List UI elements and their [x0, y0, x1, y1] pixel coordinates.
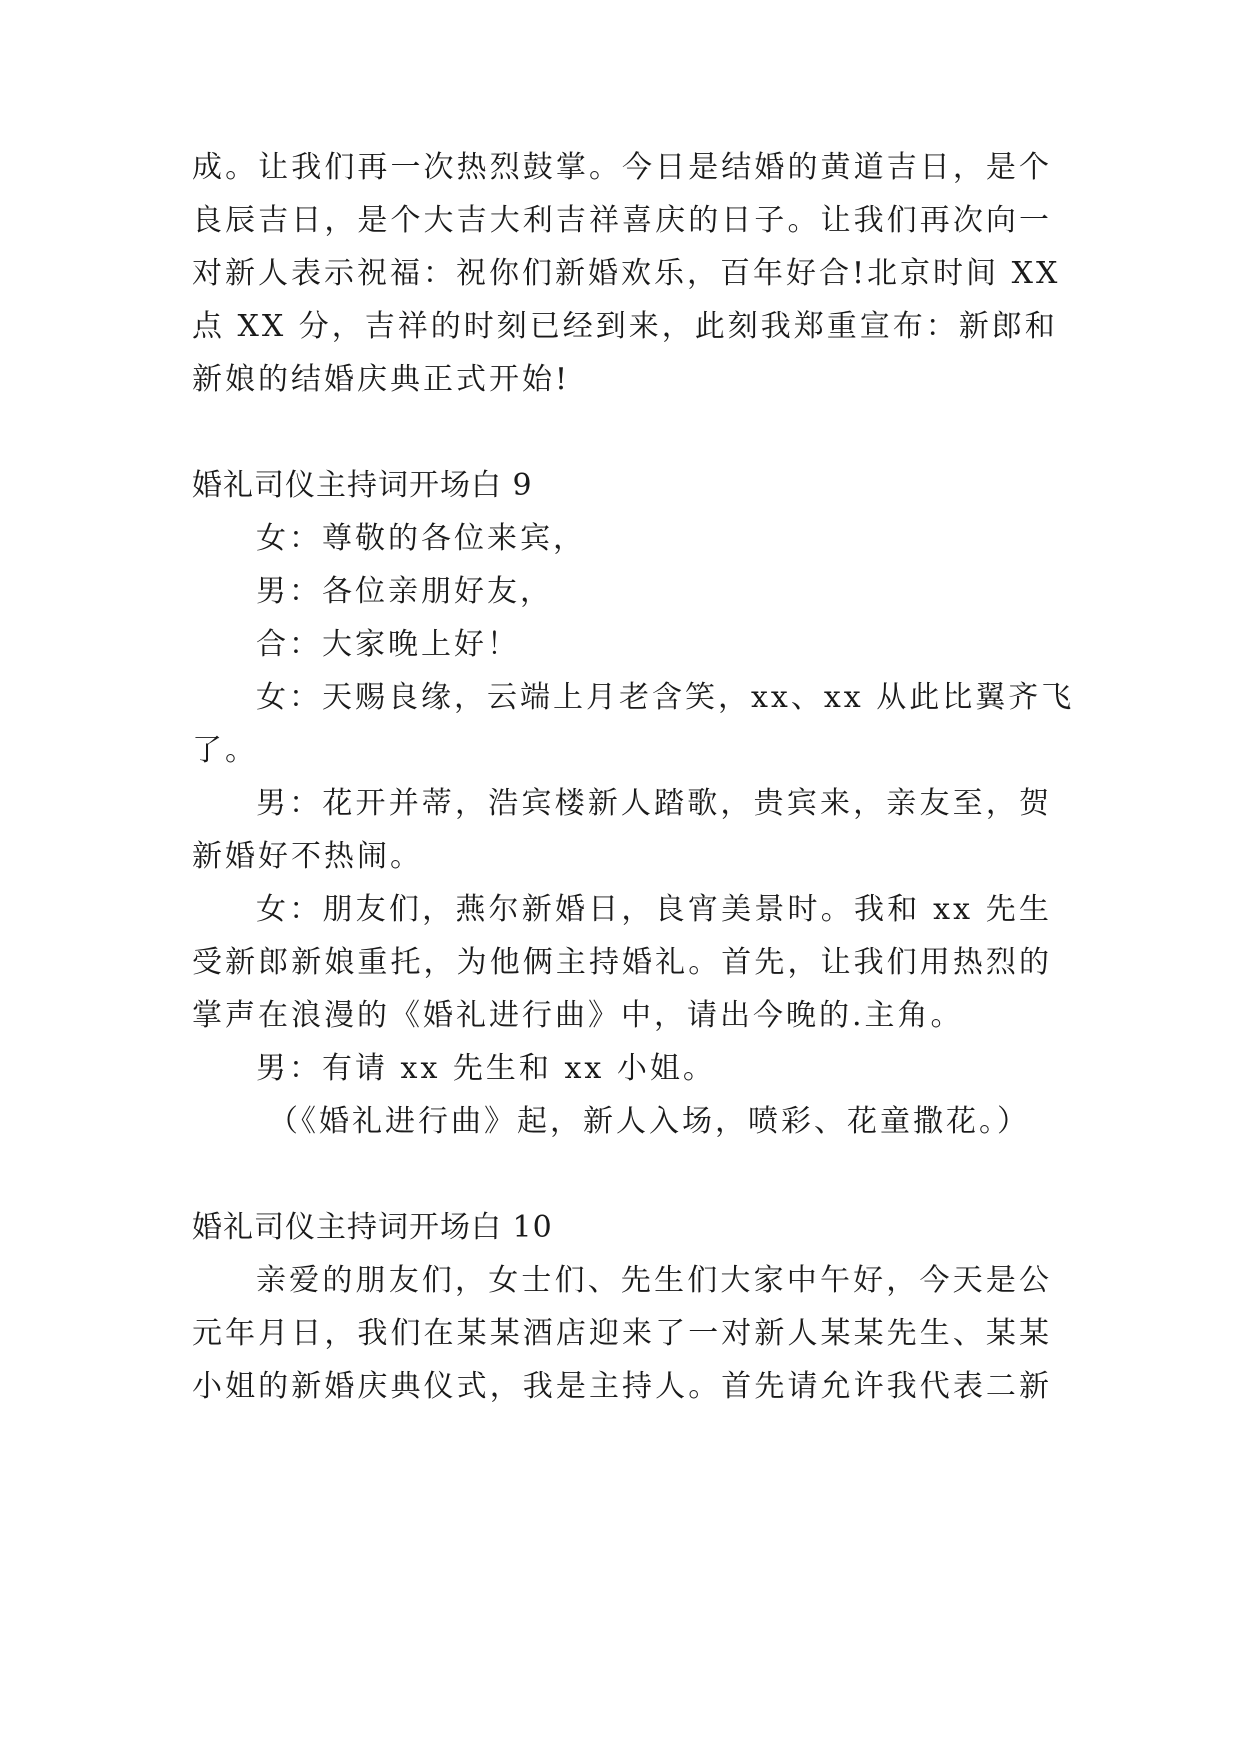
- paragraph-line: 元年月日，我们在某某酒店迎来了一对新人某某先生、某某: [192, 1316, 1052, 1351]
- dialogue-line: 女：天赐良缘，云端上月老含笑，xx、xx 从此比翼齐飞: [256, 680, 1075, 715]
- stage-direction: （《婚礼进行曲》起，新人入场，喷彩、花童撒花。）: [268, 1104, 1030, 1139]
- dialogue-line: 男：花开并蒂，浩宾楼新人踏歌，贵宾来，亲友至，贺: [256, 786, 1052, 821]
- paragraph-line: 新娘的结婚庆典正式开始!: [192, 362, 571, 397]
- dialogue-line: 了。: [192, 733, 258, 768]
- paragraph-line: 点 XX 分，吉祥的时刻已经到来，此刻我郑重宣布：新郎和: [192, 309, 1058, 344]
- paragraph-line: 对新人表示祝福：祝你们新婚欢乐，百年好合!北京时间 XX: [192, 256, 1061, 291]
- paragraph-line: 成。让我们再一次热烈鼓掌。今日是结婚的黄道吉日，是个: [192, 150, 1052, 185]
- dialogue-line: 女：尊敬的各位来宾，: [256, 521, 586, 556]
- section-heading: 婚礼司仪主持词开场白 10: [192, 1210, 553, 1245]
- paragraph-line: 小姐的新婚庆典仪式，我是主持人。首先请允许我代表二新: [192, 1369, 1052, 1404]
- paragraph-line: 良辰吉日，是个大吉大利吉祥喜庆的日子。让我们再次向一: [192, 203, 1052, 238]
- dialogue-line: 新婚好不热闹。: [192, 839, 423, 874]
- dialogue-line: 受新郎新娘重托，为他俩主持婚礼。首先，让我们用热烈的: [192, 945, 1052, 980]
- dialogue-line: 掌声在浪漫的《婚礼进行曲》中，请出今晚的.主角。: [192, 998, 964, 1033]
- dialogue-line: 男：有请 xx 先生和 xx 小姐。: [256, 1051, 716, 1086]
- section-heading: 婚礼司仪主持词开场白 9: [192, 468, 533, 503]
- paragraph-line: 亲爱的朋友们，女士们、先生们大家中午好，今天是公: [256, 1263, 1052, 1298]
- dialogue-line: 女：朋友们，燕尔新婚日，良宵美景时。我和 xx 先生: [256, 892, 1052, 927]
- dialogue-line: 合：大家晚上好！: [256, 627, 520, 662]
- dialogue-line: 男：各位亲朋好友，: [256, 574, 553, 609]
